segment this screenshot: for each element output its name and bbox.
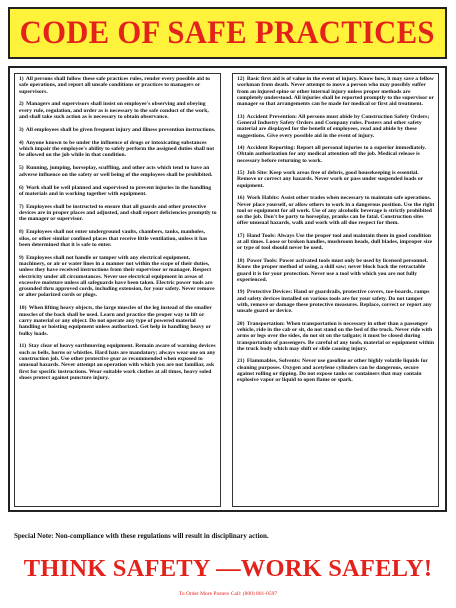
rule-number: 18) [237,257,245,264]
rule-text: Job Site: Keep work areas free of debris, good housekeeping is essential. Remove or correct any hazards. Never work or pass under suspended loads or equipment. [237,170,423,189]
rule-number: 11) [19,343,27,350]
rule-item [19,185,217,198]
rule-number: 5) [19,165,24,172]
rule-number: 9) [19,254,24,261]
rule-number: 12) [237,76,245,82]
rule-text: Basic first aid is of value in the event of injury. Know how, it may save a fellow workman from death. Never attempt to move a person who may possibly suffer from an injured spine or other internal injury unless proper methods are completely understood. All injuries shall be reported promptly to the supervisor or manager so that arrangements can be made for medical or first aid treatment. [237,76,434,108]
rule-text: All persons shall follow these safe practices rules, render every possible aid to safe operations, and report all unsafe conditions or practices to managers or supervisors. [19,76,210,95]
rule-item [237,321,435,352]
rule-text: Protective Devices: Hand or guardrails, protective covers, toe-boards, ramps and safety devices installed on various tools are for your safety. Do not tamper with, remove or damage these protective measures. Replace, correct or report any unsafe guard or device. [237,289,432,315]
rule-text: Running, jumping, horseplay, scuffling, and other acts which tend to have an adverse influence on the safety or well being of the employees shall be prohibited. [19,165,213,178]
rule-number: 10) [19,305,27,312]
rule-number: 3) [19,126,24,133]
rule-text: Work shall be well planned and supervised to prevent injuries in the handling of materials and in working together with equipment. [19,184,212,197]
rule-text: Employees shall be instructed to ensure that all guards and other protective devices are in proper places and adjusted, and shall report deficiencies promptly to the manager or supervisor. [19,203,217,223]
order-contact-line: To Order More Posters Call: (800) 801-0597 [178,591,278,597]
rule-text: All employees shall be given frequent injury and illness prevention instructions. [25,126,216,133]
rule-text: When lifting heavy objects, the large muscles of the leg instead of the smaller muscles of the back shall be used. Learn and practice the proper way to lift or carry material or any object. Do not operate any type of powered material handling or hoisting equipment unless authorized. Get help in handling heavy or bulky loads. [19,305,212,337]
rule-item [19,343,217,381]
rule-number: 20) [237,320,245,327]
rule-item [237,258,435,283]
title-banner [8,7,447,59]
rule-item [237,170,435,189]
rule-number: 19) [237,289,245,296]
rule-text: Employees shall not handle or tamper with any electrical equipment, machinery, or air or water lines in a manner not within the scope of their duties, unless they have received instructions from their supervisor or manager. Respect electricity under all circumstances. Never use electrical equipment in areas of excessive moisture unless all safeguards have been taken. Electric power tools are grounded thru approved cords, including extension, for your safety. Never remove or alter polarized cords or plugs. [19,254,215,299]
rule-item [237,145,435,164]
poster-title: CODE OF SAFE PRACTICES [19,14,436,51]
rule-item [19,165,217,178]
rule-number: 7) [19,203,24,210]
rules-column-left [14,73,221,507]
rule-text: Accident Prevention: All persons must abide by Construction Safety Orders; General Industry Safety Orders and Company rules. Posters and other safety material are displayed for the benefit of employees, read and abide by these suggestions. Give every possible aid in the event of injury. [237,113,430,139]
rule-text: Hand Tools: Always Use the proper tool and maintain them in good condition at all times. Loose or broken handles, mushroom heads, dull blades, improper size or type of tool should never be used. [237,232,433,252]
rule-item [19,76,217,95]
rule-text: Employees shall not enter underground vaults, chambers, tanks, manholes, silos, or other similar confined places that receive little ventilation, unless it has been determined that it is safe to enter. [19,229,208,248]
rule-item [19,127,217,133]
rule-number: 6) [19,184,24,191]
rule-item [19,101,217,120]
rule-item [237,233,435,252]
rule-text: Anyone known to be under the influence of drugs or intoxicating substances which impair the employee's ability to safely perform the assigned duties shall not be allowed on the job while in that condition. [19,139,215,159]
rule-item [19,305,217,336]
rule-number: 4) [19,139,24,146]
rule-text: Flammables, Solvents: Never use gasoline or other highly volatile liquids for cleaning purposes. Oxygen and acetylene cylinders can be dangerous, secure against rolling or tipping. Do not expose tanks or containers that may contain explosive vapor or liquid to open flame or spark. [237,358,428,384]
rule-text: Managers and supervisors shall insist on employee's observing and obeying every rule, regulation, and order as is necessary to the safe conduct of the work, and shall take such action as is necessary to obtain observance. [19,101,209,121]
safety-slogan: THINK SAFETY —WORK SAFELY! [23,555,433,582]
rule-item [19,204,217,223]
rule-text: Stay clear of heavy earthmoving equipment. Remain aware of warning devices such as bells, horns or whistles. Hard hats are mandatory; always wear one on any construction job. Use other protective gear as recommended when exposed to unusual hazards. Never attempt an operation with which you are not familiar, ask first for specific instructions. Wear suitable work clothes at all times, heavy soled shoes protect against puncture injury. [19,343,216,381]
rule-number: 13) [237,113,245,120]
rules-frame [8,66,447,512]
rule-text: Work Habits: Assist other trades when necessary to maintain safe operations. Never place yourself, or allow others to work in a dangerous position. Use the right tool or equipment for all work. Use of any alcoholic beverage is strictly prohibited on the job. Don't be party to horseplay, pranks can be fatal. Construction sites offer unusual hazards, walk and work with all due respect for them. [237,195,435,227]
rule-number: 21) [237,358,245,365]
special-note: Special Note: Non-compliance with these regulations will result in disciplinary action. [14,532,269,540]
rule-item [19,229,217,248]
rule-item [237,76,435,107]
rule-item [19,140,217,159]
rule-number: 1) [19,76,24,82]
rule-item [237,289,435,314]
rule-item [237,358,435,383]
rule-item [237,114,435,139]
rule-number: 17) [237,232,245,239]
rule-number: 16) [237,195,245,202]
rules-column-right [232,73,439,507]
rule-number: 15) [237,170,245,177]
rule-number: 8) [19,229,24,236]
rule-text: Accident Reporting: Report all personal injuries to a superior immediately. Obtain authorization for any medical attention off the job. Medical release is necessary before returning to work. [237,145,427,164]
rule-number: 14) [237,145,245,152]
rule-text: Transportation: When transportation is necessary in other than a passenger vehicle, ride in the cab or sit, do not stand on the bed of the truck. Never ride with arms or legs over the sides, do not sit on the tailgate; it must be closed during transportation of passengers. Be careful of any tools, material or equipment within the truck body which may shift or slide causing injury. [237,320,434,352]
rule-number: 2) [19,101,24,108]
rule-text: Power Tools: Power activated tools must only be used by licensed personnel. Know the proper method of using, a skill saw; never block back the retractable guard it is for your protection. Never use a tool with which you are not fully experienced. [237,257,428,283]
rule-item [19,255,217,299]
rule-item [237,195,435,226]
